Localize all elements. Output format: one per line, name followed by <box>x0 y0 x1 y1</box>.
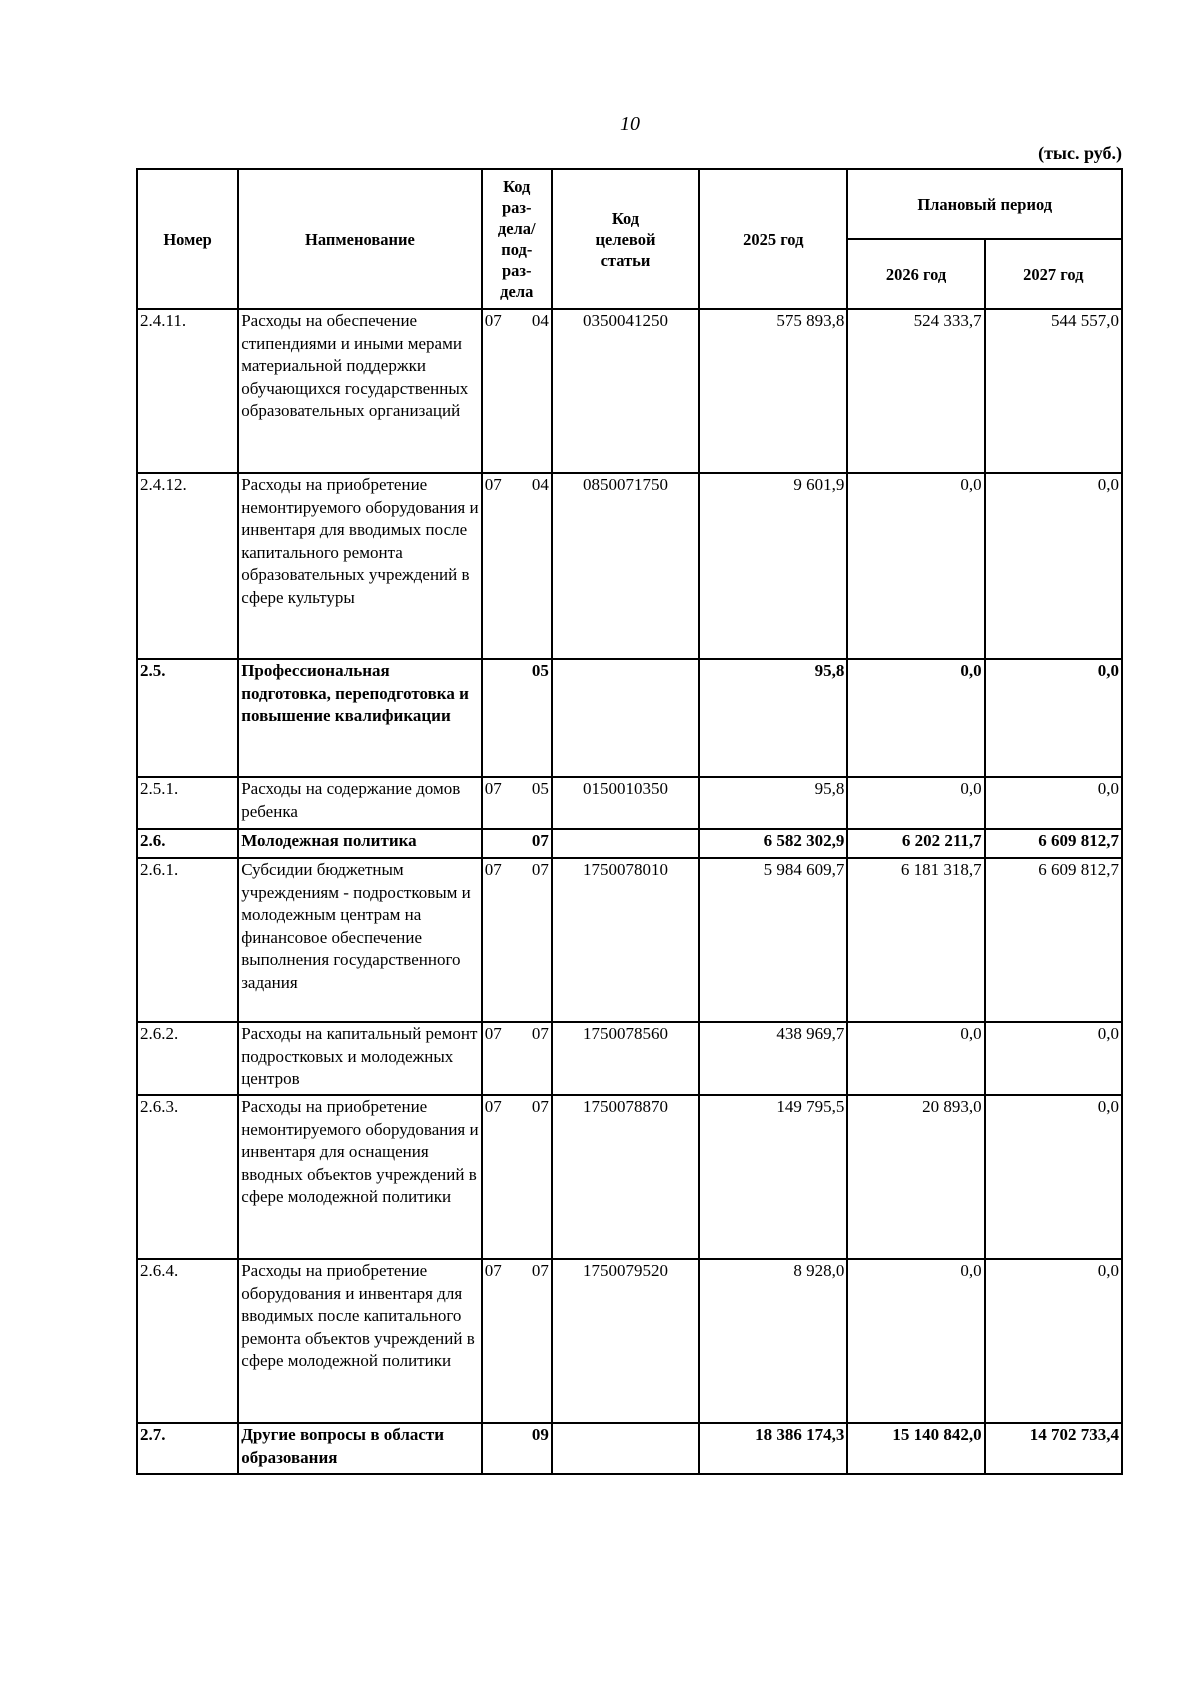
cell-target-code <box>552 1423 699 1474</box>
cell-2027: 0,0 <box>985 473 1122 659</box>
cell-2026: 6 202 211,7 <box>847 829 984 858</box>
header-section-code-line: раз- <box>501 261 532 280</box>
cell-2027: 0,0 <box>985 777 1122 829</box>
cell-number: 2.5.1. <box>137 777 238 829</box>
page-number: 10 <box>620 113 640 135</box>
cell-target-code: 1750078560 <box>552 1022 699 1095</box>
cell-2025: 8 928,0 <box>699 1259 847 1423</box>
cell-2027: 0,0 <box>985 1259 1122 1423</box>
cell-2027: 6 609 812,7 <box>985 829 1122 858</box>
cell-target-code: 1750078870 <box>552 1095 699 1259</box>
cell-number: 2.4.12. <box>137 473 238 659</box>
cell-subsection: 07 <box>518 1022 552 1095</box>
header-section-code-line: раз- <box>501 198 532 217</box>
cell-2025: 575 893,8 <box>699 309 847 473</box>
cell-2026: 0,0 <box>847 659 984 777</box>
cell-number: 2.4.11. <box>137 309 238 473</box>
header-year-2027: 2027 год <box>985 239 1122 309</box>
budget-table <box>136 168 1123 1475</box>
header-target-code-line: статьи <box>600 250 651 270</box>
cell-2025: 6 582 302,9 <box>699 829 847 858</box>
cell-name: Расходы на приобретение немонтируемого оборудования и инвентаря для вводимых после капитального ремонта образовательных учреждений в сфере культуры <box>238 473 481 659</box>
header-section-code-line: дела <box>500 282 534 301</box>
table-row <box>137 777 1122 829</box>
cell-name: Субсидии бюджетным учреждениям - подростковым и молодежным центрам на финансовое обеспечение выполнения государственного задания <box>238 858 481 1022</box>
table-header <box>137 169 1122 309</box>
cell-number: 2.6.4. <box>137 1259 238 1423</box>
cell-target-code: 0350041250 <box>552 309 699 473</box>
cell-name: Молодежная политика <box>238 829 481 858</box>
cell-target-code: 0150010350 <box>552 777 699 829</box>
cell-number: 2.6.1. <box>137 858 238 1022</box>
cell-number: 2.5. <box>137 659 238 777</box>
cell-2027: 0,0 <box>985 1022 1122 1095</box>
cell-section: 07 <box>482 309 518 473</box>
header-name: Напменование <box>238 169 481 309</box>
cell-section: 07 <box>482 1095 518 1259</box>
table-row <box>137 659 1122 777</box>
cell-subsection: 04 <box>518 473 552 659</box>
table-row <box>137 309 1122 473</box>
cell-subsection: 05 <box>518 777 552 829</box>
cell-section <box>482 1423 518 1474</box>
cell-section: 07 <box>482 858 518 1022</box>
cell-2026: 0,0 <box>847 777 984 829</box>
table-row <box>137 473 1122 659</box>
cell-section: 07 <box>482 777 518 829</box>
cell-subsection: 07 <box>518 1259 552 1423</box>
header-section-code-line: Код <box>503 177 531 196</box>
cell-2025: 95,8 <box>699 777 847 829</box>
header-number: Номер <box>137 169 238 309</box>
cell-target-code: 1750078010 <box>552 858 699 1022</box>
table-row <box>137 858 1122 1022</box>
cell-subsection: 04 <box>518 309 552 473</box>
header-section-code <box>482 169 552 309</box>
cell-number: 2.6.3. <box>137 1095 238 1259</box>
header-target-code <box>552 169 699 309</box>
table-row <box>137 1259 1122 1423</box>
cell-2025: 18 386 174,3 <box>699 1423 847 1474</box>
cell-2025: 95,8 <box>699 659 847 777</box>
table-row <box>137 1423 1122 1474</box>
header-target-code-line: Код <box>611 208 640 228</box>
cell-2026: 6 181 318,7 <box>847 858 984 1022</box>
cell-target-code <box>552 829 699 858</box>
cell-2027: 6 609 812,7 <box>985 858 1122 1022</box>
unit-label: (тыс. руб.) <box>1038 143 1122 163</box>
cell-2026: 0,0 <box>847 1022 984 1095</box>
cell-target-code: 0850071750 <box>552 473 699 659</box>
table-body <box>137 309 1122 1474</box>
cell-section: 07 <box>482 1022 518 1095</box>
cell-section <box>482 659 518 777</box>
cell-number: 2.7. <box>137 1423 238 1474</box>
cell-2026: 524 333,7 <box>847 309 984 473</box>
cell-2027: 0,0 <box>985 659 1122 777</box>
cell-number: 2.6.2. <box>137 1022 238 1095</box>
cell-name: Расходы на приобретение немонтируемого оборудования и инвентаря для оснащения вводных объектов учреждений в сфере молодежной политики <box>238 1095 481 1259</box>
cell-section <box>482 829 518 858</box>
cell-2025: 149 795,5 <box>699 1095 847 1259</box>
cell-2027: 544 557,0 <box>985 309 1122 473</box>
cell-section: 07 <box>482 1259 518 1423</box>
header-target-code-line: целевой <box>595 229 656 249</box>
cell-section: 07 <box>482 473 518 659</box>
cell-target-code <box>552 659 699 777</box>
cell-number: 2.6. <box>137 829 238 858</box>
header-year-2026: 2026 год <box>847 239 984 309</box>
cell-name: Расходы на содержание домов ребенка <box>238 777 481 829</box>
cell-name: Другие вопросы в области образования <box>238 1423 481 1474</box>
cell-subsection: 07 <box>518 829 552 858</box>
table-row <box>137 1095 1122 1259</box>
table-row <box>137 1022 1122 1095</box>
header-section-code-line: дела/ <box>497 219 536 238</box>
cell-2026: 0,0 <box>847 1259 984 1423</box>
cell-name: Расходы на капитальный ремонт подростковых и молодежных центров <box>238 1022 481 1095</box>
cell-2026: 0,0 <box>847 473 984 659</box>
cell-2025: 9 601,9 <box>699 473 847 659</box>
cell-2027: 0,0 <box>985 1095 1122 1259</box>
cell-2026: 20 893,0 <box>847 1095 984 1259</box>
table-row <box>137 829 1122 858</box>
header-plan-period: Плановый период <box>847 169 1122 239</box>
cell-2026: 15 140 842,0 <box>847 1423 984 1474</box>
cell-name: Профессиональная подготовка, переподготовка и повышение квалификации <box>238 659 481 777</box>
cell-subsection: 09 <box>518 1423 552 1474</box>
cell-subsection: 07 <box>518 858 552 1022</box>
header-year-2025: 2025 год <box>699 169 847 309</box>
cell-2027: 14 702 733,4 <box>985 1423 1122 1474</box>
cell-2025: 438 969,7 <box>699 1022 847 1095</box>
cell-name: Расходы на приобретение оборудования и инвентаря для вводимых после капитального ремонта объектов учреждений в сфере молодежной политики <box>238 1259 481 1423</box>
cell-subsection: 05 <box>518 659 552 777</box>
cell-name: Расходы на обеспечение стипендиями и иными мерами материальной поддержки обучающихся государственных образовательных организаций <box>238 309 481 473</box>
header-section-code-line: под- <box>501 240 533 259</box>
cell-target-code: 1750079520 <box>552 1259 699 1423</box>
cell-subsection: 07 <box>518 1095 552 1259</box>
cell-2025: 5 984 609,7 <box>699 858 847 1022</box>
